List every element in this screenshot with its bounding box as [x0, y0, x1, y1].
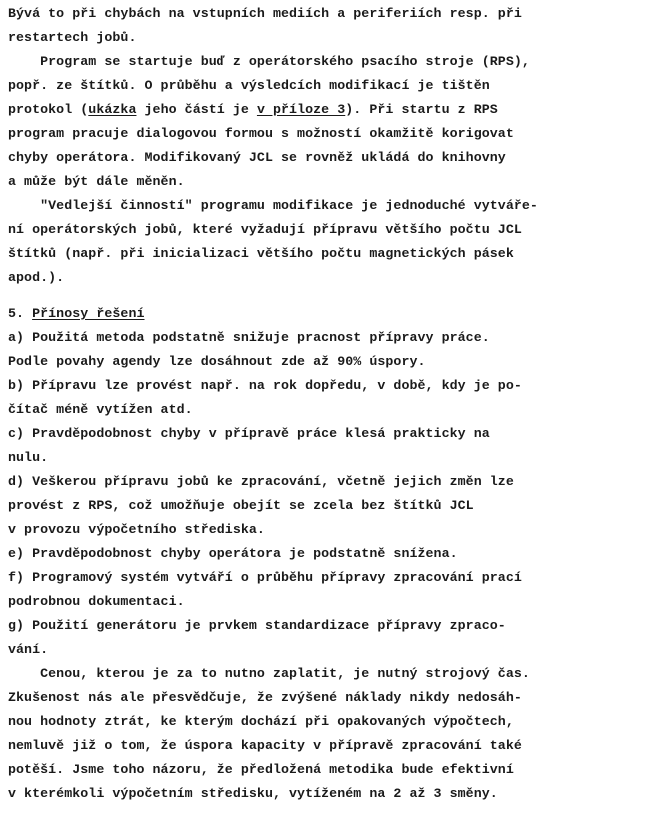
underlined-reference: ukázka [88, 102, 137, 117]
text-line: Bývá to při chybách na vstupních mediích a periferiích resp. při [8, 6, 522, 21]
text-line: provést z RPS, což umožňuje obejít se zcela bez štítků JCL [8, 498, 474, 513]
text-line: apod.). [8, 270, 65, 285]
underlined-reference: v příloze 3 [256, 102, 346, 117]
text-segment: protokol ( [8, 102, 89, 117]
text-line: podrobnou dokumentaci. [8, 594, 185, 609]
text-line: Program se startuje buď z operátorského psacího stroje (RPS), [8, 54, 530, 69]
text-line: potěší. Jsme toho názoru, že předložená metodika bude efektivní [8, 762, 514, 777]
text-line: c) Pravděpodobnost chyby v přípravě práce klesá prakticky na [8, 426, 490, 441]
text-line: f) Programový systém vytváří o průběhu přípravy zpracování prací [8, 570, 522, 585]
text-line: Zkušenost nás ale přesvědčuje, že zvýšené náklady nikdy nedosáh- [8, 690, 522, 705]
text-line: chyby operátora. Modifikovaný JCL se rovněž ukládá do knihovny [8, 150, 506, 165]
text-line: popř. ze štítků. O průběhu a výsledcích modifikací je tištěn [8, 78, 490, 93]
text-line: e) Pravděpodobnost chyby operátora je podstatně snížena. [8, 546, 458, 561]
text-line: nemluvě již o tom, že úspora kapacity v přípravě zpracování také [8, 738, 522, 753]
text-line: a může být dále měněn. [8, 174, 185, 189]
text-line: Cenou, kterou je za to nutno zaplatit, je nutný strojový čas. [8, 666, 530, 681]
text-line: v kterémkoli výpočetním středisku, vytíženém na 2 až 3 směny. [8, 786, 498, 801]
text-line: štítků (např. při inicializaci většího počtu magnetických pásek [8, 246, 514, 261]
text-line: b) Přípravu lze provést např. na rok dopředu, v době, kdy je po- [8, 378, 522, 393]
text-segment: ). Při startu z RPS [345, 102, 498, 117]
text-line: g) Použití generátoru je prvkem standardizace přípravy zpraco- [8, 618, 506, 633]
section-number: 5. [8, 306, 33, 321]
text-line: ní operátorských jobů, které vyžadují přípravu většího počtu JCL [8, 222, 522, 237]
section-heading [8, 306, 145, 322]
text-line: d) Veškerou přípravu jobů ke zpracování, včetně jejich změn lze [8, 474, 514, 489]
text-line: čítač méně vytížen atd. [8, 402, 193, 417]
text-segment: jeho částí je [136, 102, 257, 117]
text-line: Podle povahy agendy lze dosáhnout zde až 90% úspory. [8, 354, 426, 369]
text-line: program pracuje dialogovou formou s možností okamžitě korigovat [8, 126, 514, 141]
text-line: nulu. [8, 450, 49, 465]
text-line: restartech jobů. [8, 30, 137, 45]
text-line: a) Použitá metoda podstatně snižuje pracnost přípravy práce. [8, 330, 490, 345]
section-title: Přínosy řešení [32, 306, 145, 321]
text-line [8, 102, 498, 118]
text-line: "Vedlejší činností" programu modifikace je jednoduché vytváře- [8, 198, 538, 213]
text-line: v provozu výpočetního střediska. [8, 522, 265, 537]
text-line: nou hodnoty ztrát, ke kterým dochází při opakovaných výpočtech, [8, 714, 514, 729]
text-line: vání. [8, 642, 49, 657]
